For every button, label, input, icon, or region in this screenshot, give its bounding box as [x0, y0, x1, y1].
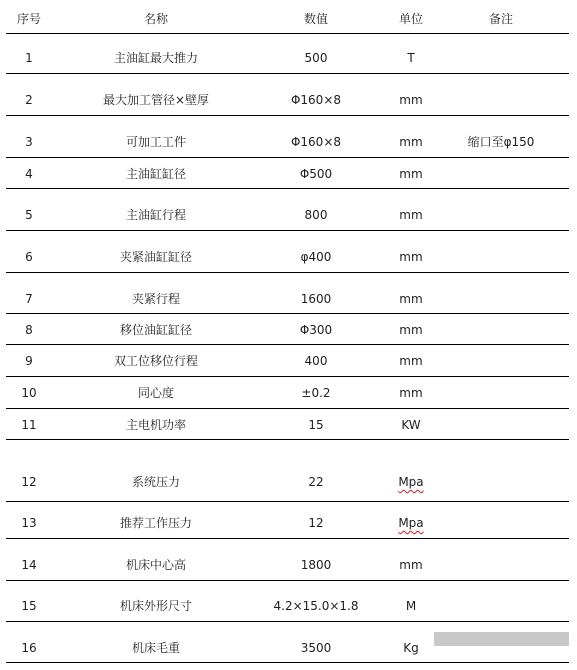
row-value: 400	[304, 354, 328, 368]
row-name: 可加工工件	[125, 135, 186, 149]
header-note: 备注	[488, 12, 513, 26]
table-header	[0, 0, 577, 34]
row-divider	[6, 376, 569, 377]
row-unit: mm	[399, 386, 423, 400]
row-name: 主油缸最大推力	[113, 51, 198, 65]
row-unit: mm	[399, 250, 423, 264]
row-value: ±0.2	[301, 386, 331, 400]
row-unit: mm	[399, 323, 423, 337]
row-value: Φ160×8	[290, 93, 342, 107]
row-number: 5	[25, 208, 33, 222]
row-name: 夹紧行程	[131, 292, 180, 306]
row-value: 500	[304, 51, 328, 65]
row-divider	[6, 621, 569, 622]
row-number: 8	[25, 323, 33, 337]
row-note: 缩口至φ150	[467, 135, 535, 149]
row-name: 最大加工管径×壁厚	[102, 93, 210, 107]
row-number: 16	[21, 641, 37, 655]
row-name: 夹紧油缸缸径	[119, 250, 192, 264]
row-divider	[6, 230, 569, 231]
row-divider	[6, 662, 569, 663]
row-number: 1	[25, 51, 33, 65]
spellcheck-underline: Mpa	[398, 475, 424, 489]
row-name: 机床外形尺寸	[119, 599, 192, 613]
row-divider	[6, 272, 569, 273]
row-value: 1800	[300, 558, 332, 572]
header-unit: 单位	[398, 12, 423, 26]
row-unit: mm	[399, 354, 423, 368]
shaded-cell	[434, 632, 569, 646]
row-value: φ400	[300, 250, 332, 264]
row-number: 13	[21, 516, 37, 530]
spellcheck-underline: Mpa	[398, 516, 424, 530]
row-number: 15	[21, 599, 37, 613]
row-divider	[6, 313, 569, 314]
row-name: 推荐工作压力	[119, 516, 192, 530]
row-unit: mm	[399, 93, 423, 107]
row-value: 4.2×15.0×1.8	[273, 599, 359, 613]
row-name: 系统压力	[131, 475, 180, 489]
row-divider	[6, 538, 569, 539]
row-unit: M	[405, 599, 417, 613]
row-divider	[6, 115, 569, 116]
row-number: 12	[21, 475, 37, 489]
row-divider	[6, 33, 569, 34]
row-unit: T	[407, 51, 415, 65]
row-divider	[6, 580, 569, 581]
row-number: 14	[21, 558, 37, 572]
row-number: 2	[25, 93, 33, 107]
row-divider	[6, 73, 569, 74]
row-divider	[6, 157, 569, 158]
row-name: 双工位移位行程	[113, 354, 198, 368]
row-value: 22	[308, 475, 324, 489]
row-number: 10	[21, 386, 37, 400]
row-name: 主油缸缸径	[125, 167, 186, 181]
row-unit: mm	[399, 292, 423, 306]
row-value: 12	[308, 516, 324, 530]
row-unit: Kg	[403, 641, 419, 655]
row-divider	[6, 344, 569, 345]
row-name: 主油缸行程	[125, 208, 186, 222]
header-name: 名称	[143, 12, 168, 26]
row-number: 7	[25, 292, 33, 306]
row-value: Φ160×8	[290, 135, 342, 149]
row-name: 移位油缸缸径	[119, 323, 192, 337]
row-number: 11	[21, 418, 37, 432]
row-value: Φ300	[299, 323, 333, 337]
row-unit: mm	[399, 167, 423, 181]
header-no: 序号	[16, 12, 41, 26]
row-divider	[6, 188, 569, 189]
row-unit: mm	[399, 208, 423, 222]
row-unit: mm	[399, 135, 423, 149]
row-name: 机床中心高	[125, 558, 186, 572]
row-value: 1600	[300, 292, 332, 306]
row-number: 3	[25, 135, 33, 149]
row-value: 15	[308, 418, 324, 432]
row-unit: KW	[401, 418, 421, 432]
row-divider	[6, 408, 569, 409]
row-divider	[6, 439, 569, 440]
row-name: 同心度	[137, 386, 174, 400]
row-unit	[378, 516, 444, 530]
row-value: 3500	[300, 641, 332, 655]
row-number: 6	[25, 250, 33, 264]
header-value: 数值	[303, 12, 328, 26]
row-number: 9	[25, 354, 33, 368]
row-name: 机床毛重	[131, 641, 180, 655]
row-unit: mm	[399, 558, 423, 572]
row-value: Φ500	[299, 167, 333, 181]
row-unit	[378, 475, 444, 489]
row-divider	[6, 501, 569, 502]
row-name: 主电机功率	[125, 418, 186, 432]
row-value: 800	[304, 208, 328, 222]
row-number: 4	[25, 167, 33, 181]
